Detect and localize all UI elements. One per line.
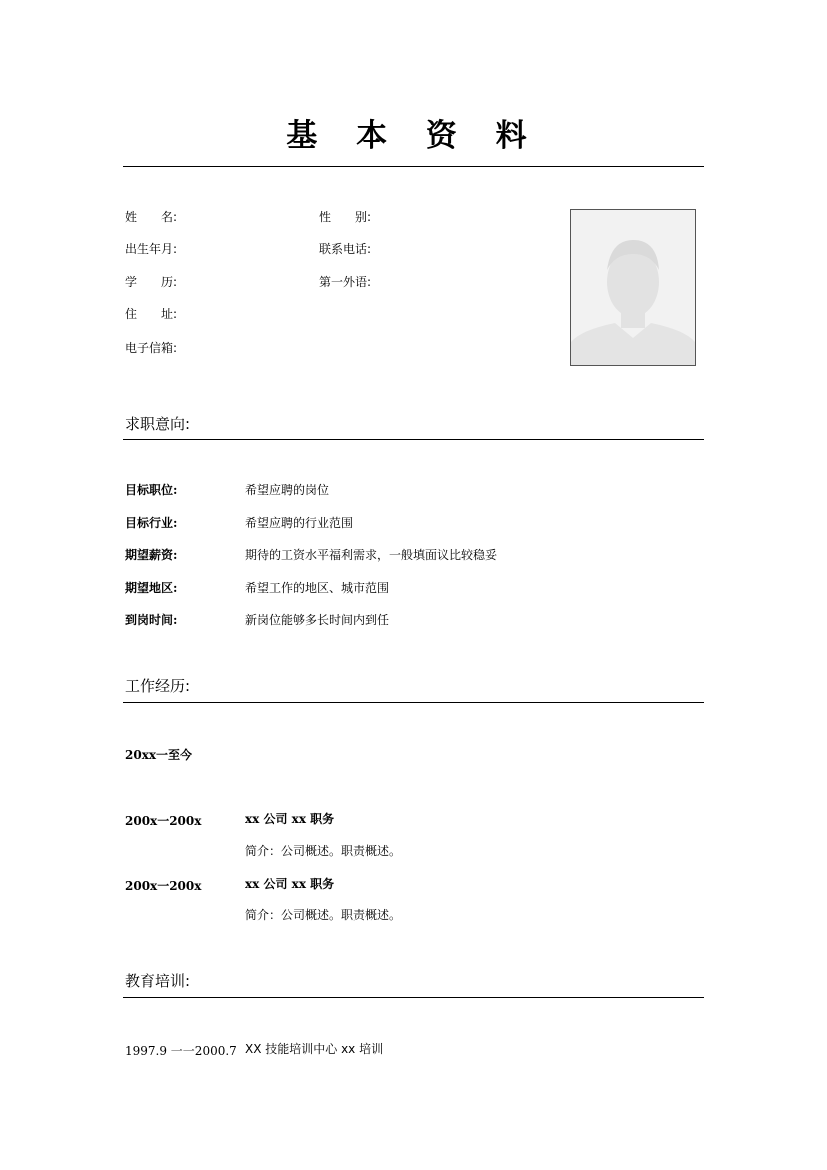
label-gender: 性 别: bbox=[319, 210, 372, 224]
label-address: 住 址: bbox=[125, 307, 178, 321]
work-divider bbox=[123, 702, 704, 703]
intent-label: 到岗时间: bbox=[125, 613, 178, 627]
work-desc: 简介：公司概述。职责概述。 bbox=[245, 844, 402, 858]
intent-label: 目标职位: bbox=[125, 483, 178, 497]
work-period: 200x一200x bbox=[125, 814, 202, 828]
title-divider bbox=[123, 166, 704, 167]
label-language: 第一外语: bbox=[319, 275, 372, 289]
section-heading-job-intent: 求职意向: bbox=[125, 415, 191, 433]
page-title: 基 本 资 料 bbox=[286, 118, 541, 154]
label-phone: 联系电话: bbox=[319, 242, 372, 256]
work-title: xx 公司 xx 职务 bbox=[245, 877, 335, 891]
label-name: 姓 名: bbox=[125, 210, 178, 224]
intent-label: 目标行业: bbox=[125, 516, 178, 530]
work-title: xx 公司 xx 职务 bbox=[245, 812, 335, 826]
avatar-silhouette-icon bbox=[571, 210, 695, 365]
edu-item: XX 技能培训中心 xx 培训 bbox=[245, 1042, 384, 1056]
work-desc: 简介：公司概述。职责概述。 bbox=[245, 908, 402, 922]
intent-value: 希望应聘的岗位 bbox=[245, 483, 330, 497]
label-email: 电子信箱: bbox=[125, 341, 178, 355]
work-current: 20xx一至今 bbox=[125, 748, 193, 762]
intent-value: 期待的工资水平福利需求，一般填面议比较稳妥 bbox=[245, 548, 498, 562]
label-education: 学 历: bbox=[125, 275, 178, 289]
section-heading-education: 教育培训: bbox=[125, 972, 191, 990]
education-divider bbox=[123, 997, 704, 998]
intent-value: 希望应聘的行业范围 bbox=[245, 516, 354, 530]
intent-label: 期望薪资: bbox=[125, 548, 178, 562]
intent-label: 期望地区: bbox=[125, 581, 178, 595]
work-period: 200x一200x bbox=[125, 879, 202, 893]
label-birth: 出生年月: bbox=[125, 242, 178, 256]
job-intent-divider bbox=[123, 439, 704, 440]
intent-value: 新岗位能够多长时间内到任 bbox=[245, 613, 390, 627]
section-heading-work: 工作经历: bbox=[125, 677, 191, 695]
profile-photo[interactable] bbox=[570, 209, 696, 366]
edu-period: 1997.9 一一2000.7 bbox=[125, 1044, 237, 1058]
intent-value: 希望工作的地区、城市范围 bbox=[245, 581, 390, 595]
